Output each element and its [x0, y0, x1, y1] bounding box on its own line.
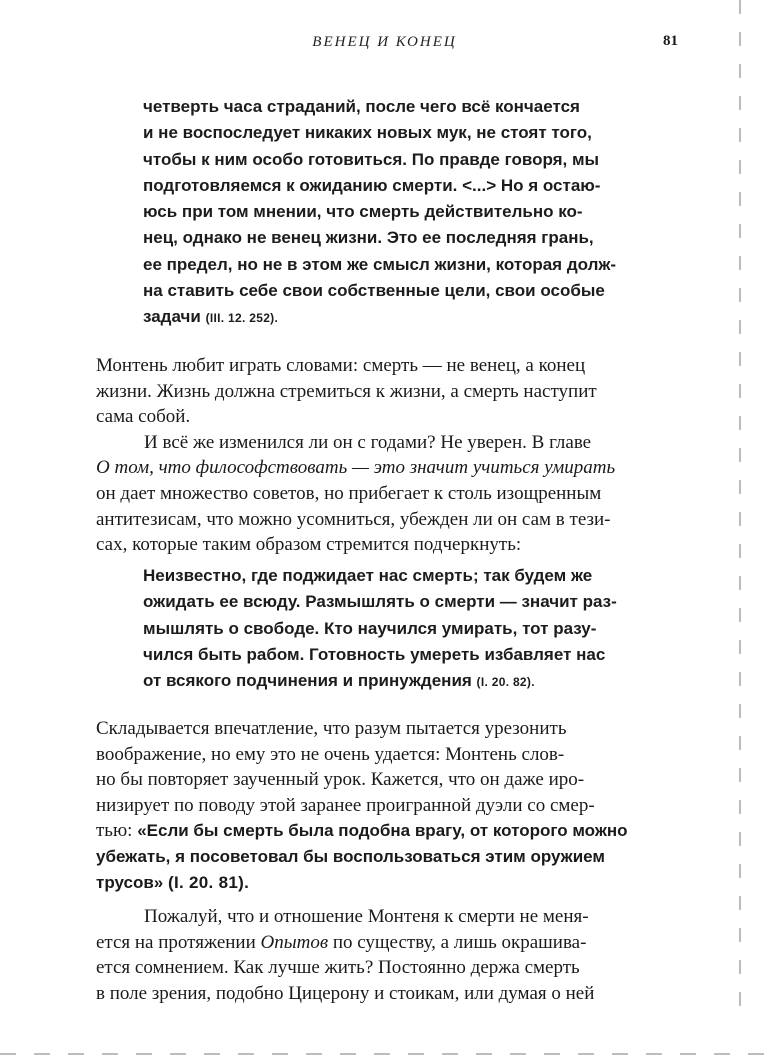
text-fragment: по существу, а лишь окрашива-: [328, 931, 587, 953]
text-line: Пожалуй, что и отношение Монтеня к смерти не меня-: [144, 906, 589, 927]
text-line: [96, 930, 676, 956]
quote-line: нец, однако не венец жизни. Это ее последняя грань,: [143, 228, 594, 248]
page-edge-right-dashes: [739, 0, 741, 1020]
text-fragment: тью:: [96, 820, 138, 842]
text-line: Монтень любит играть словами: смерть — не венец, а конец: [96, 355, 586, 376]
text-line: жизни. Жизнь должна стремиться к жизни, а смерть наступит: [96, 380, 597, 402]
text-line: [96, 870, 676, 896]
book-chapter-title: О том, что философствовать — это значит учиться умирать: [96, 457, 616, 479]
text-line: антитезисам, что можно усомниться, убежден ли он сам в тези-: [96, 508, 611, 530]
quote-line: четверть часа страданий, после чего всё кончается: [143, 97, 580, 116]
quote-last-line: [143, 668, 683, 695]
quote-line: чтобы к ним особо готовиться. По правде говоря, мы: [143, 149, 600, 169]
quote-line: на ставить себе свои собственные цели, свои особые: [143, 281, 605, 301]
text-line: [96, 818, 676, 844]
text-line: низирует по поводу этой заранее проигранной дуэли со смер-: [96, 794, 595, 816]
quote-line: ее предел, но не в этом же смысл жизни, которая долж-: [143, 254, 617, 274]
paragraph-1: [96, 353, 676, 558]
quote-line: мышлять о свободе. Кто научился умирать, тот разу-: [143, 618, 597, 638]
inline-quote: убежать, я посоветовал бы воспользоваться этим оружием: [96, 846, 605, 866]
book-title: Опытов: [260, 931, 329, 953]
quote-line: и не воспоследует никаких новых мук, не стоят того,: [143, 123, 592, 143]
text-line: в поле зрения, подобно Цицерону и стоикам, или думая о ней: [96, 982, 595, 1004]
citation: (I. 20. 82).: [476, 675, 535, 690]
paragraph-2: [96, 716, 676, 895]
inline-quote: «Если бы смерть была подобна врагу, от которого можно: [137, 821, 628, 841]
quote-line: подготовляемся к ожиданию смерти. <...> Но я остаю-: [143, 175, 601, 195]
citation: (III. 12. 252).: [205, 311, 279, 326]
page-edge-bottom-dashes: [0, 1053, 769, 1055]
block-quote-1: [143, 94, 683, 332]
text-line: ется сомнением. Как лучше жить? Постоянно держа смерть: [96, 957, 580, 979]
text-line: воображение, но ему это не очень удается: Монтень слов-: [96, 743, 565, 765]
quote-last-line: [143, 304, 683, 331]
quote-line: ожидать ее всюду. Размышлять о смерти — значит раз-: [143, 592, 617, 612]
block-quote-2: [143, 563, 683, 695]
text-line: сама собой.: [96, 406, 191, 428]
inline-quote: трусов»: [96, 872, 164, 892]
quote-line: Неизвестно, где поджидает нас смерть; так будем же: [143, 566, 593, 585]
text-line: И всё же изменился ли он с годами? Не уверен. В главе: [144, 431, 592, 453]
quote-line: чился быть рабом. Готовность умереть избавляет нас: [143, 644, 606, 664]
text-line: Складывается впечатление, что разум пытается урезонить: [96, 718, 567, 739]
paragraph-3: [96, 904, 676, 1006]
citation: (I. 20. 81).: [168, 872, 250, 892]
page-number: 81: [663, 33, 678, 49]
quote-text: от всякого подчинения и принуждения: [143, 671, 472, 691]
quote-line: юсь при том мнении, что смерть действительно ко-: [143, 202, 583, 222]
text-fragment: ется на протяжении: [96, 931, 261, 953]
text-line: сах, которые таким образом стремится подчеркнуть:: [96, 534, 522, 556]
running-header: ВЕНЕЦ И КОНЕЦ: [312, 34, 457, 50]
text-line: он дает множество советов, но прибегает к столь изощренным: [96, 482, 602, 504]
text-line: но бы повторяет заученный урок. Кажется, что он даже иро-: [96, 769, 585, 791]
quote-text: задачи: [143, 307, 201, 327]
